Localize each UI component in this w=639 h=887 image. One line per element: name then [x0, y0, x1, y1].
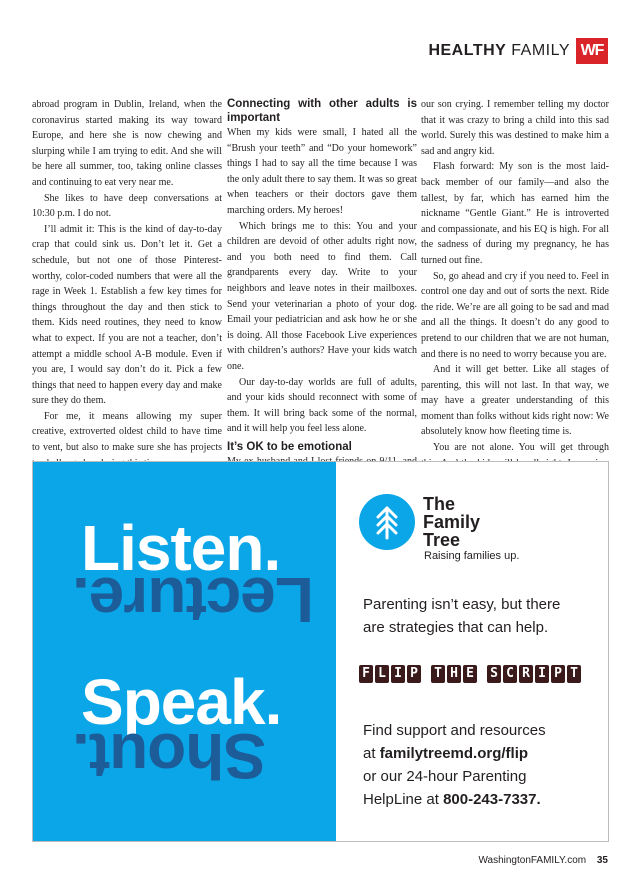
- subheading-connecting: Connecting with other adults is important: [227, 98, 417, 124]
- pitch-line: are strategies that can help.: [363, 619, 549, 636]
- ad-cta: [363, 719, 603, 811]
- paragraph: our son crying. I remember telling my doctor that it was crazy to bring a child into this sad world. Surely this was destined to make him a sad and angry kid.: [421, 99, 609, 157]
- brand-line: The: [423, 494, 456, 514]
- cta-prefix: HelpLine at: [363, 791, 444, 808]
- page-header: [428, 38, 608, 64]
- cta-url-link[interactable]: familytreemd.org/flip: [379, 745, 529, 762]
- paragraph: abroad program in Dublin, Ireland, when the coronavirus started making its way toward Europe, and here she is now chewing and slurping while I am trying to edit. And she will be here all summer, too, taking online classes and continuing to eat very near me.: [32, 99, 222, 188]
- page-number: 35: [596, 855, 608, 866]
- brand-line: Tree: [423, 530, 461, 550]
- ad-word-lecture: Lecture.: [73, 564, 314, 636]
- paragraph: Our day-to-day worlds are full of adults, and your kids should reconnect with some of them. It will bring back some of the normal, and it will help you feel less alone.: [227, 376, 417, 435]
- section-title: [428, 42, 570, 60]
- cta-line: [363, 742, 603, 765]
- section-title-bold: HEALTHY: [428, 42, 507, 59]
- subheading-emotional: It’s OK to be emotional: [227, 440, 352, 453]
- final-text: You are not alone. You will get through: [433, 442, 609, 454]
- cta-line: or our 24-hour Parenting: [363, 768, 527, 785]
- family-tree-logo-icon: [359, 494, 415, 550]
- ad-word-speak: Speak.: [81, 666, 282, 738]
- brand-line: Family: [423, 512, 481, 532]
- paragraph: She likes to have deep conversations at 10:30 p.m. I do not.: [32, 192, 222, 220]
- family-tree-ad: [32, 461, 609, 842]
- pitch-line: Parenting isn’t easy, but there: [363, 596, 561, 613]
- paragraph: So, go ahead and cry if you need to. Feel in control one day and out of sorts the next. Ride the ride. We’re are all going to be sad and mad and all the things. It doesn’t do any good to pretend to our children that we are not human, and there is no need to worry because you are.: [421, 270, 609, 360]
- brand-tagline: Raising families up.: [424, 550, 520, 562]
- flip-the-script-banner: F L I P T H E S C R I P T: [359, 665, 581, 683]
- paragraph: Which brings me to this: You and your children are devoid of other adults right now, and you both need to find them. Call grandparents every day. Write to your neighbors and leave notes in their mailboxes. Send your veterinarian a photo of your dog. Email your pediatrician and ask how he or she is doing. All those Facebook Live experiences with children’s authors? Have your kids watch one.: [227, 220, 417, 372]
- wf-logo: WF: [576, 38, 608, 64]
- section-title-light: FAMILY: [511, 42, 570, 59]
- paragraph: I’ll admit it: This is the kind of day-to-day crap that could sink us. Don’t let it. Get a schedule, but not one of those Pinterest-worthy, color-coded numbers that were all the rage in Week 1. Establish a few key times for things throughout the day and then stick to them. Kids need routines, they need to know what to expect. If you are not a teacher, don’t attempt a middle school A-B module. Even if you are, I would say don’t do it. Pick a few things that need to happen every day and make sure they do them.: [32, 223, 222, 407]
- cta-line: Find support and resources: [363, 722, 546, 739]
- paragraph: Flash forward: My son is the most laid-back member of our family—and also the tallest, by far, which has earned him the nickname “Gentle Giant.” He is introverted and compassionate, and his EQ is high. For all the sadness of during my pregnancy, he has turned out fine.: [421, 161, 609, 266]
- article-column-2: [227, 97, 417, 485]
- paragraph: When my kids were small, I hated all the “Brush your teeth” and “Do your homework” things I had to say all the time because I was the only adult there to say them. It was so great when teachers or their doctors gave them marching orders. My heroes!: [227, 127, 417, 216]
- ad-pitch: [363, 593, 603, 639]
- paragraph: For me, it means allowing my super creative, extroverted oldest child to have time to vent, but also to make sure she has projects: [32, 410, 222, 454]
- brand-name: [423, 495, 480, 549]
- cta-phone[interactable]: 800-243-7337.: [443, 791, 541, 808]
- article-column-1: [32, 97, 222, 471]
- ad-word-listen: Listen.: [81, 512, 281, 584]
- ad-blue-panel: [33, 462, 336, 841]
- article-column-3: [421, 97, 609, 487]
- footer-site: WashingtonFAMILY.com: [478, 855, 587, 866]
- tree-icon: [367, 502, 407, 542]
- cta-prefix: at: [363, 745, 380, 762]
- cta-line: [363, 788, 603, 811]
- paragraph: And it will get better. Like all stages of parenting, this will not last. In that way, we may have a greater understanding of this moment than folks without kids right now: We absolutely know how fleeting time is.: [421, 364, 609, 438]
- ad-word-shout: Shout.: [73, 720, 267, 792]
- page-footer: [478, 855, 608, 866]
